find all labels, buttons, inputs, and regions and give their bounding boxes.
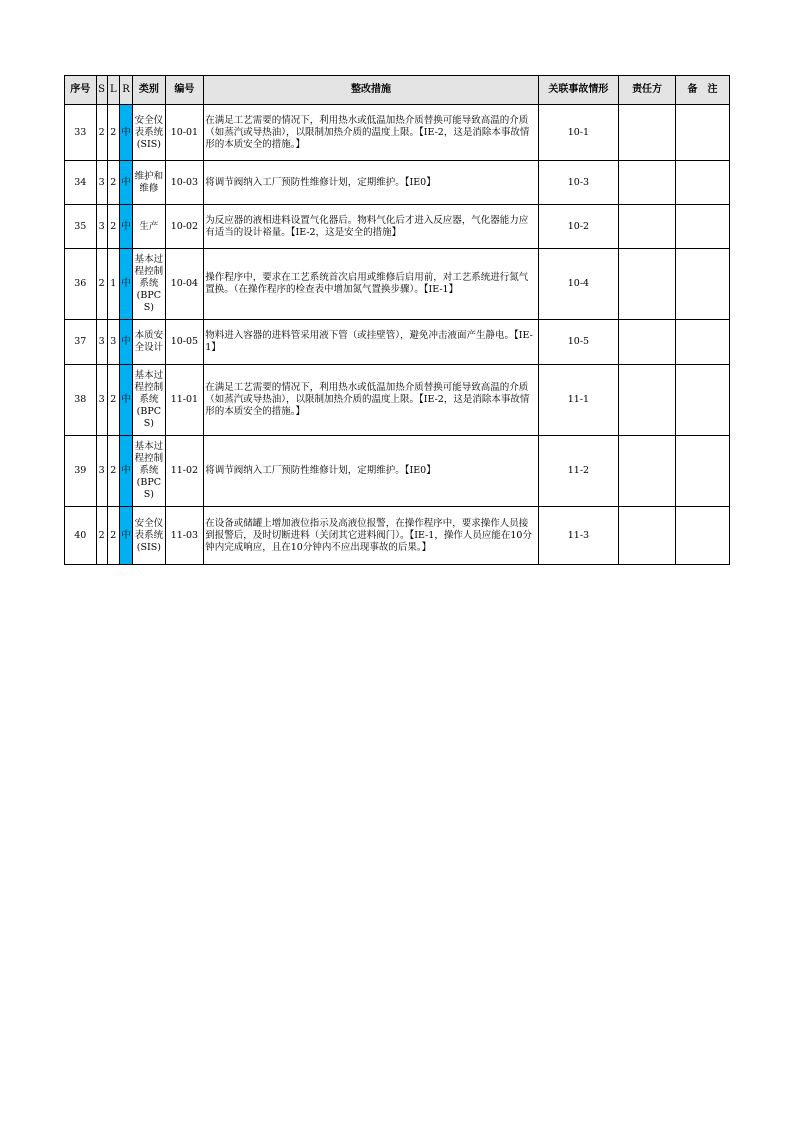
cell-code: 11-02 [165, 436, 204, 507]
cell-code: 10-03 [165, 161, 204, 205]
cell-seq: 36 [65, 249, 97, 320]
cell-category: 基本过程控制系统(BPCS) [133, 249, 166, 320]
cell-s: 3 [96, 205, 107, 249]
cell-owner [619, 436, 676, 507]
cell-remark [676, 320, 730, 365]
cell-measure: 操作程序中，要求在工艺系统首次启用或维修后启用前，对工艺系统进行氮气置换。（在操作程序的检查表中增加氮气置换步骤）。【IE-1】 [204, 249, 539, 320]
cell-seq: 38 [65, 365, 97, 436]
cell-seq: 33 [65, 105, 97, 161]
cell-risk: 中 [119, 365, 132, 436]
cell-category: 本质安全设计 [133, 320, 166, 365]
cell-s: 2 [96, 507, 107, 565]
cell-category: 基本过程控制系统(BPCS) [133, 365, 166, 436]
cell-scenario: 10-1 [538, 105, 618, 161]
cell-code: 11-01 [165, 365, 204, 436]
cell-remark [676, 436, 730, 507]
cell-measure: 物料进入容器的进料管采用液下管（或挂壁管），避免冲击液面产生静电。【IE-1】 [204, 320, 539, 365]
cell-remark [676, 205, 730, 249]
cell-scenario: 11-1 [538, 365, 618, 436]
cell-s: 3 [96, 436, 107, 507]
cell-measure: 在设备或储罐上增加液位指示及高液位报警，在操作程序中，要求操作人员接到报警后，及时切断进料（关闭其它进料阀门）。【IE-1，操作人员应能在10分钟内完成响应，且在10分钟内不应出现事故的后果。】 [204, 507, 539, 565]
cell-risk: 中 [119, 436, 132, 507]
cell-seq: 40 [65, 507, 97, 565]
cell-remark [676, 365, 730, 436]
cell-l: 2 [107, 436, 119, 507]
table-row [65, 320, 730, 365]
cell-l: 2 [107, 105, 119, 161]
cell-scenario: 10-2 [538, 205, 618, 249]
cell-l: 2 [107, 205, 119, 249]
header-l: L [107, 76, 119, 105]
cell-measure: 为反应器的液相进料设置气化器后。物料气化后才进入反应器，气化器能力应有适当的设计裕量。【IE-2，这是安全的措施】 [204, 205, 539, 249]
header-seq: 序号 [65, 76, 97, 105]
cell-category: 安全仪表系统(SIS) [133, 105, 166, 161]
cell-s: 3 [96, 161, 107, 205]
cell-code: 10-02 [165, 205, 204, 249]
cell-remark [676, 105, 730, 161]
cell-seq: 35 [65, 205, 97, 249]
table-row [65, 205, 730, 249]
cell-seq: 39 [65, 436, 97, 507]
cell-l: 2 [107, 365, 119, 436]
header-code: 编号 [165, 76, 204, 105]
cell-l: 3 [107, 320, 119, 365]
cell-seq: 34 [65, 161, 97, 205]
cell-owner [619, 105, 676, 161]
cell-scenario: 11-2 [538, 436, 618, 507]
table-row [65, 161, 730, 205]
cell-risk: 中 [119, 161, 132, 205]
header-s: S [96, 76, 107, 105]
cell-s: 3 [96, 320, 107, 365]
cell-owner [619, 320, 676, 365]
cell-owner [619, 365, 676, 436]
cell-category: 生产 [133, 205, 166, 249]
cell-scenario: 10-3 [538, 161, 618, 205]
header-row [65, 76, 730, 105]
header-measure: 整改措施 [204, 76, 539, 105]
cell-owner [619, 161, 676, 205]
cell-measure: 在满足工艺需要的情况下，利用热水或低温加热介质替换可能导致高温的介质（如蒸汽或导热油），以限制加热介质的温度上限。【IE-2，这是消除本事故情形的本质安全的措施。】 [204, 365, 539, 436]
cell-category: 基本过程控制系统(BPCS) [133, 436, 166, 507]
header-r: R [119, 76, 132, 105]
cell-owner [619, 249, 676, 320]
cell-remark [676, 249, 730, 320]
header-owner: 责任方 [619, 76, 676, 105]
table-row [65, 105, 730, 161]
cell-code: 10-01 [165, 105, 204, 161]
header-remark: 备 注 [676, 76, 730, 105]
cell-code: 11-03 [165, 507, 204, 565]
cell-l: 2 [107, 507, 119, 565]
cell-scenario: 10-5 [538, 320, 618, 365]
table-row [65, 507, 730, 565]
table-row [65, 436, 730, 507]
cell-scenario: 11-3 [538, 507, 618, 565]
cell-s: 2 [96, 249, 107, 320]
rectification-table [64, 75, 730, 565]
cell-measure: 将调节阀纳入工厂预防性维修计划，定期维护。【IE0】 [204, 161, 539, 205]
cell-scenario: 10-4 [538, 249, 618, 320]
cell-owner [619, 205, 676, 249]
cell-owner [619, 507, 676, 565]
header-scenario: 关联事故情形 [538, 76, 618, 105]
cell-remark [676, 507, 730, 565]
cell-measure: 在满足工艺需要的情况下，利用热水或低温加热介质替换可能导致高温的介质（如蒸汽或导热油），以限制加热介质的温度上限。【IE-2，这是消除本事故情形的本质安全的措施。】 [204, 105, 539, 161]
cell-seq: 37 [65, 320, 97, 365]
cell-measure: 将调节阀纳入工厂预防性维修计划，定期维护。【IE0】 [204, 436, 539, 507]
cell-risk: 中 [119, 249, 132, 320]
cell-l: 2 [107, 161, 119, 205]
header-category: 类别 [133, 76, 166, 105]
cell-code: 10-04 [165, 249, 204, 320]
cell-category: 维护和维修 [133, 161, 166, 205]
cell-risk: 中 [119, 320, 132, 365]
cell-l: 1 [107, 249, 119, 320]
table-row [65, 249, 730, 320]
cell-risk: 中 [119, 205, 132, 249]
cell-s: 3 [96, 365, 107, 436]
cell-risk: 中 [119, 105, 132, 161]
cell-category: 安全仪表系统(SIS) [133, 507, 166, 565]
cell-risk: 中 [119, 507, 132, 565]
cell-remark [676, 161, 730, 205]
table-row [65, 365, 730, 436]
cell-s: 2 [96, 105, 107, 161]
cell-code: 10-05 [165, 320, 204, 365]
